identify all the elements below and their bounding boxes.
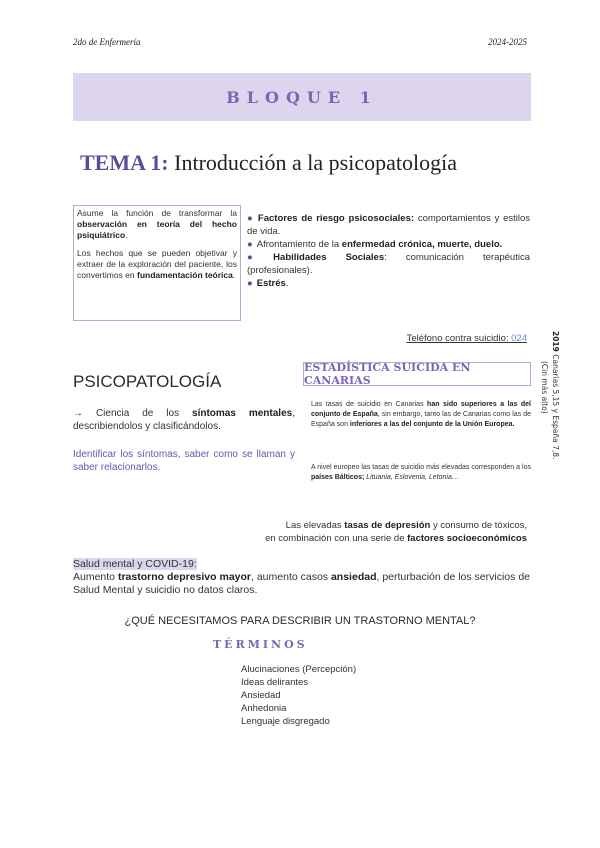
definition-p2-text: Los hechos que se pueden objetivar y extraer de la exploración del paciente, los convertimos en <box>77 248 237 280</box>
factor-bold: Factores de riesgo psicosociales: <box>257 213 415 224</box>
definition-text: → Ciencia de los <box>73 408 193 419</box>
definition-p1 <box>77 208 237 241</box>
definition-p1-text: Asume la función de transformar la <box>77 208 237 218</box>
side-note-small: (Cin más alto) <box>540 361 549 414</box>
stat-text: Las tasas de suicidio en Canarias <box>311 401 428 408</box>
terminos-title: TÉRMINOS <box>213 638 308 651</box>
statistics-paragraph-1 <box>311 400 531 430</box>
header-year: 2024-2025 <box>488 37 527 47</box>
bullet-icon: ● <box>247 239 253 250</box>
bold-text: tasas de depresión <box>344 520 431 531</box>
text: Aumento <box>73 571 118 583</box>
stat-bold: inferiores a las del conjunto de la Unión Europea. <box>349 421 515 428</box>
hotline-number-link[interactable]: 024 <box>511 333 527 344</box>
text: Las elevadas <box>285 520 345 531</box>
definition-p1-bold: observación en teoría del hecho psiquiátrico <box>77 219 237 240</box>
risk-factors-list <box>247 212 530 290</box>
bold-text: trastorno depresivo mayor <box>117 571 251 583</box>
definition-bold: síntomas mentales <box>192 408 293 419</box>
identify-symptoms-note: Identificar los síntomas, saber como se llaman y saber relacionarlos. <box>73 449 295 473</box>
suicide-hotline[interactable] <box>407 333 527 344</box>
stat-italic: Lituania, Eslovenia, Letonia… <box>364 474 459 481</box>
list-item <box>247 238 530 251</box>
covid-section <box>73 558 531 597</box>
depression-rates-note <box>167 519 527 545</box>
factor-bold: Estrés <box>256 278 286 289</box>
factor-text: : comunicación terapéutica (profesionales). <box>247 252 530 276</box>
covid-label: Salud mental y COVID-19: <box>73 558 197 570</box>
statistics-paragraph-2 <box>311 463 531 483</box>
text: , aumento casos <box>251 571 331 583</box>
factor-text: . <box>285 278 289 289</box>
list-item <box>247 251 530 277</box>
list-item: Ansiedad <box>241 690 281 701</box>
text: en combinación con una serie de <box>265 533 408 544</box>
question-heading: ¿QUÉ NECESITAMOS PARA DESCRIBIR UN TRASTORNO MENTAL? <box>124 615 476 627</box>
definition-p1-end: . <box>125 230 128 240</box>
side-note-text: Canarias 5,15 y España 7,8. <box>551 351 560 460</box>
definition-end: , describiendolos y clasificándolos. <box>73 408 295 432</box>
list-item <box>247 277 530 290</box>
text: y consumo de tóxicos, <box>430 520 527 531</box>
factor-bold: Habilidades Sociales <box>273 252 385 263</box>
side-note-line <box>550 331 561 551</box>
definition-p2 <box>77 248 237 281</box>
depression-line-2 <box>167 532 527 545</box>
tema-title: Introducción a la psicopatología <box>174 150 457 175</box>
terms-list <box>241 663 356 728</box>
statistics-title-box <box>303 362 531 386</box>
list-item: Ideas delirantes <box>241 677 309 688</box>
psicopatologia-title: PSICOPATOLOGÍA <box>73 372 222 391</box>
hotline-label: Teléfono contra suicidio: <box>406 333 512 344</box>
statistics-side-note <box>539 331 561 551</box>
list-item: Alucinaciones (Percepción) <box>241 664 357 675</box>
definition-box <box>73 205 241 321</box>
tema-heading <box>80 150 457 176</box>
side-note-year: 2019 <box>551 331 560 352</box>
depression-line-1 <box>167 519 527 532</box>
header-course: 2do de Enfermería <box>73 37 141 47</box>
list-item <box>247 212 530 238</box>
covid-text <box>73 571 531 597</box>
bloque-banner <box>73 73 531 121</box>
tema-label: TEMA 1: <box>80 150 169 175</box>
bullet-icon: ● <box>247 278 253 289</box>
bullet-icon: ● <box>247 213 254 224</box>
list-item: Anhedonia <box>241 703 287 714</box>
factor-bold: enfermedad crónica, muerte, duelo. <box>341 239 503 250</box>
factor-text: comportamientos y estilos de vida. <box>247 213 531 237</box>
psicopatologia-definition <box>73 407 295 433</box>
statistics-title: ESTADÍSTICA SUICIDA EN CANARIAS <box>304 361 471 387</box>
stat-text: , sin embargo, tanto las de Canarias como las de España son <box>311 411 532 428</box>
stat-text: A nivel europeo las tasas de suicidio más elevadas corresponden a los <box>311 464 531 471</box>
text: , perturbación de los servicios de Salud Mental y suicidio no datos claros. <box>73 571 530 596</box>
bloque-title: BLOQUE 1 <box>226 87 378 107</box>
bold-text: factores socioeconómicos <box>407 533 527 544</box>
bullet-icon: ● <box>247 252 270 263</box>
list-item: Lenguaje disgregado <box>241 716 330 727</box>
stat-bold: han sido superiores a las del conjunto de España <box>311 401 531 418</box>
bold-text: ansiedad <box>330 571 377 583</box>
definition-p2-bold: fundamentación teórica <box>137 270 233 280</box>
stat-bold: países Bálticos; <box>311 474 365 481</box>
definition-p2-end: . <box>232 270 236 280</box>
factor-text: Afrontamiento de la <box>256 239 342 250</box>
